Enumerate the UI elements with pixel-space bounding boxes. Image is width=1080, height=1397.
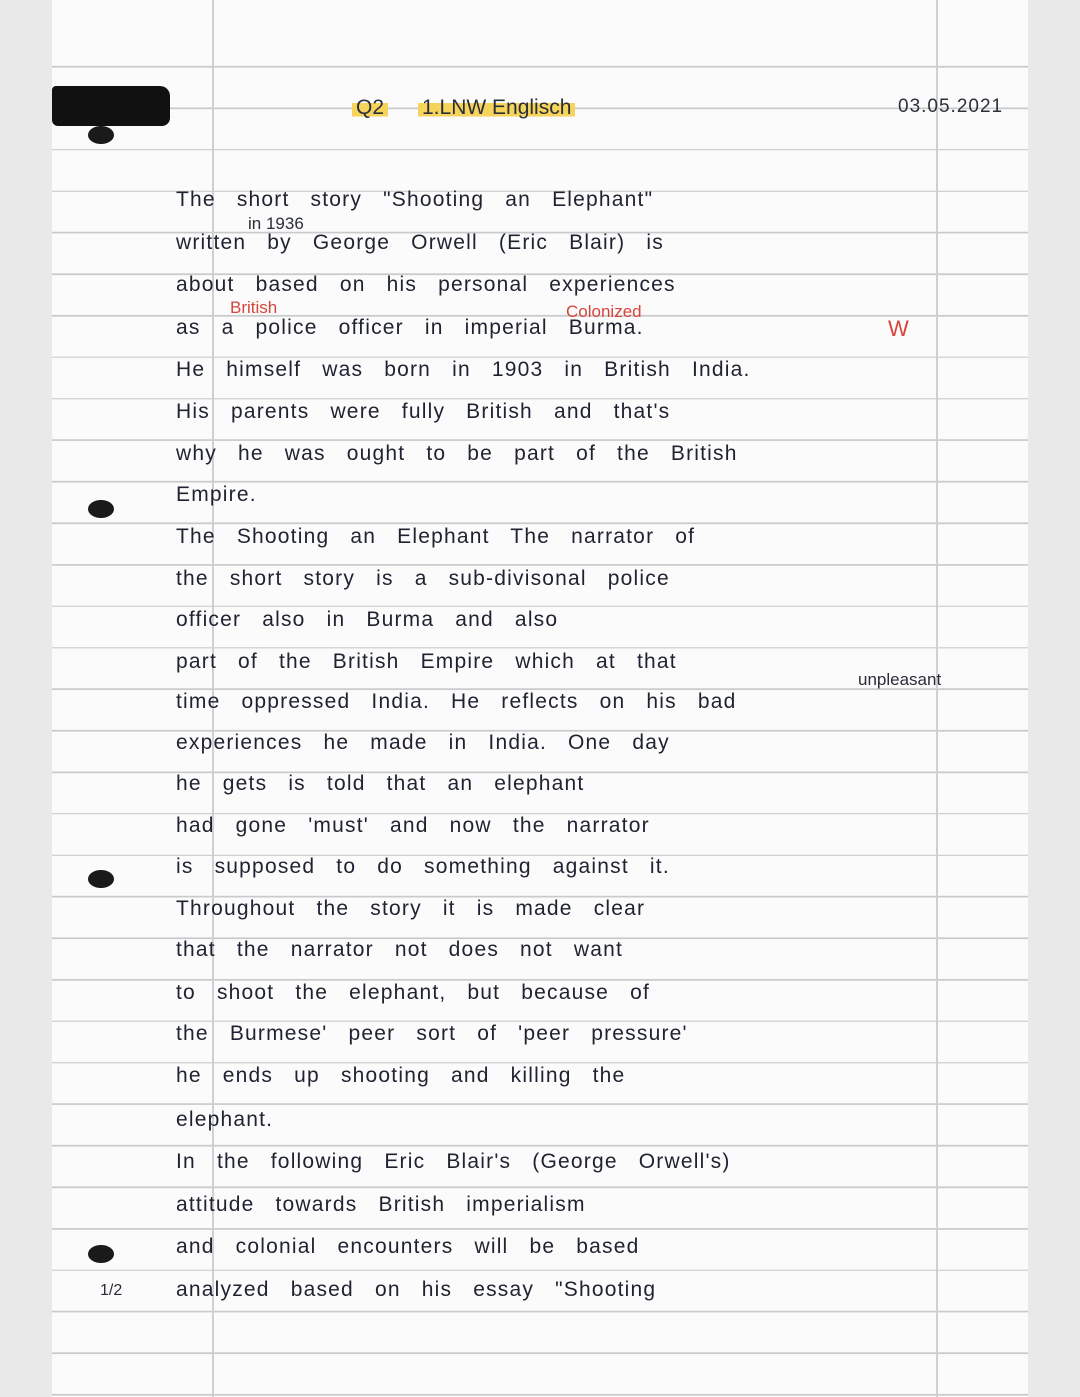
redacted-name [52, 86, 170, 126]
text-line: elephant. [176, 1108, 274, 1131]
text-line: part of the British Empire which at that [176, 650, 677, 673]
punch-hole-2 [88, 500, 114, 518]
text-line: analyzed based on his essay "Shooting [176, 1278, 657, 1301]
punch-hole-4 [88, 1245, 114, 1263]
text-line: is supposed to do something against it. [176, 855, 670, 878]
inserted-unpleasant: unpleasant [858, 670, 942, 689]
text-line: that the narrator not does not want [176, 938, 624, 961]
text-line: He himself was born in 1903 in British India. [176, 358, 751, 381]
text-line: experiences he made in India. One day [176, 731, 670, 754]
text-line: the short story is a sub-divisonal police [176, 567, 670, 590]
text-line: The short story "Shooting an Elephant" [176, 188, 654, 211]
document-date: 03.05.2021 [898, 96, 1004, 117]
text-line: attitude towards British imperialism [176, 1193, 586, 1216]
text-line: Throughout the story it is made clear [176, 897, 646, 920]
text-line: and colonial encounters will be based [176, 1235, 640, 1258]
text-line: In the following Eric Blair's (George Orwell's) [176, 1150, 731, 1173]
inserted-colonized: Colonized [566, 302, 642, 321]
text-line: The Shooting an Elephant The narrator of [176, 525, 696, 548]
punch-hole-3 [88, 870, 114, 888]
document-title: 1.LNW Englisch [418, 96, 575, 120]
inserted-year: in 1936 [248, 214, 304, 233]
course-label: Q2 [352, 96, 388, 120]
text-line: why he was ought to be part of the British [176, 442, 738, 465]
text-line: His parents were fully British and that's [176, 400, 671, 423]
right-margin-line [936, 0, 938, 1397]
text-line: he ends up shooting and killing the [176, 1064, 626, 1087]
punch-hole-1 [88, 126, 114, 144]
text-line: about based on his personal experiences [176, 273, 676, 296]
text-line: the Burmese' peer sort of 'peer pressure' [176, 1022, 688, 1045]
margin-points: 1/2 [100, 1282, 123, 1299]
text-line: Empire. [176, 483, 257, 506]
text-line: had gone 'must' and now the narrator [176, 814, 650, 837]
text-line: time oppressed India. He reflects on his bad [176, 690, 737, 713]
text-line: he gets is told that an elephant [176, 772, 585, 795]
text-line: as a police officer in imperial Burma. [176, 316, 644, 339]
inserted-british: British [230, 298, 278, 317]
teacher-mark: W [888, 316, 909, 341]
text-line: written by George Orwell (Eric Blair) is [176, 231, 664, 254]
text-line: officer also in Burma and also [176, 608, 559, 631]
text-line: to shoot the elephant, but because of [176, 981, 650, 1004]
